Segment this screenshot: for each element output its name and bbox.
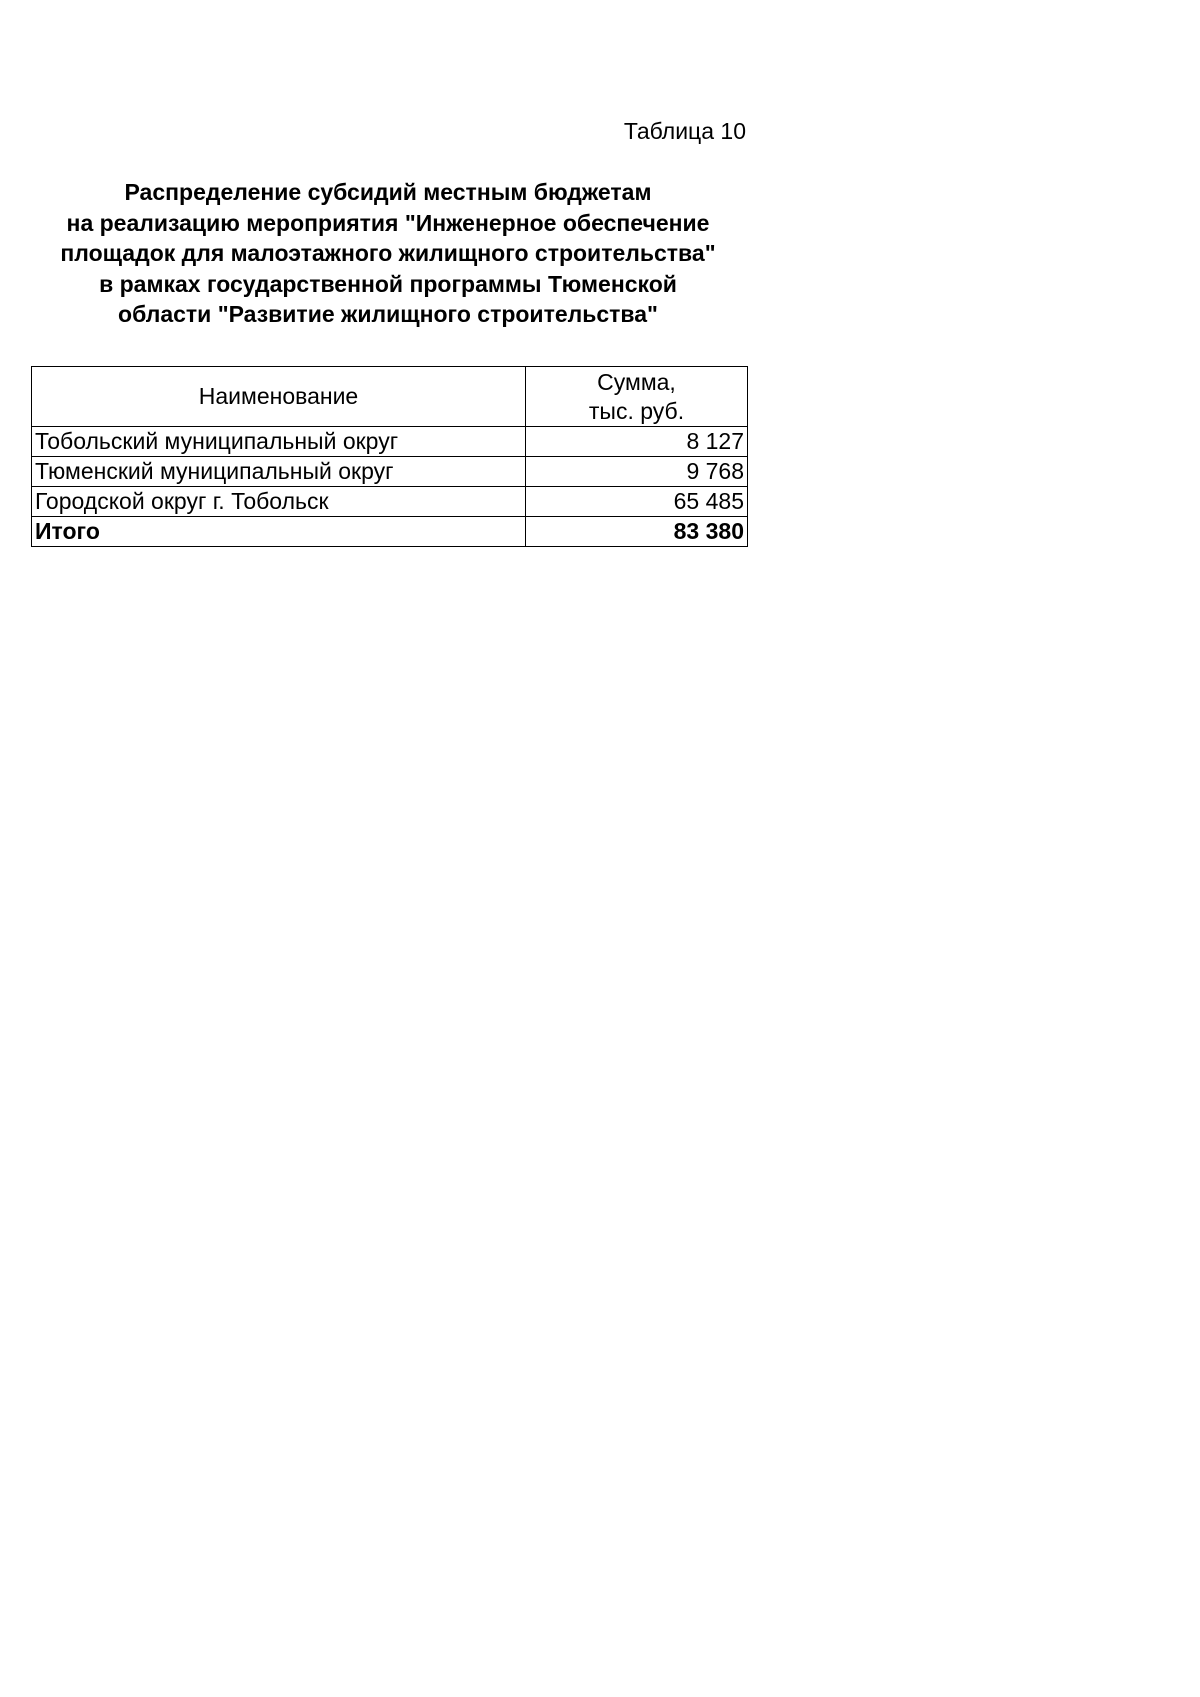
title-line-3: площадок для малоэтажного жилищного строительства" xyxy=(60,240,716,266)
row-amount: 9 768 xyxy=(526,457,748,487)
row-amount: 8 127 xyxy=(526,427,748,457)
header-amount-line-1: Сумма, xyxy=(597,368,676,395)
table-row xyxy=(32,427,748,457)
table-row xyxy=(32,457,748,487)
title-line-5: области "Развитие жилищного строительства" xyxy=(118,301,658,327)
title-line-2: на реализацию мероприятия "Инженерное обеспечение xyxy=(66,209,710,236)
subsidy-table xyxy=(31,366,748,547)
row-amount: 65 485 xyxy=(526,487,748,517)
table-number-label: Таблица 10 xyxy=(623,118,746,144)
document-title xyxy=(30,177,746,330)
row-name: Городской округ г. Тобольск xyxy=(32,487,526,517)
title-line-4: в рамках государственной программы Тюменской xyxy=(99,270,677,297)
header-amount xyxy=(526,367,748,427)
header-amount-line-2: тыс. руб. xyxy=(588,397,685,424)
row-name: Тюменский муниципальный округ xyxy=(32,457,526,487)
title-line-1: Распределение субсидий местным бюджетам xyxy=(124,179,652,205)
header-name: Наименование xyxy=(32,367,526,427)
table-row xyxy=(32,487,748,517)
row-name: Тобольский муниципальный округ xyxy=(32,427,526,457)
table-header-row xyxy=(32,367,748,427)
total-row xyxy=(32,517,748,547)
total-label: Итого xyxy=(32,517,526,547)
total-amount: 83 380 xyxy=(526,517,748,547)
